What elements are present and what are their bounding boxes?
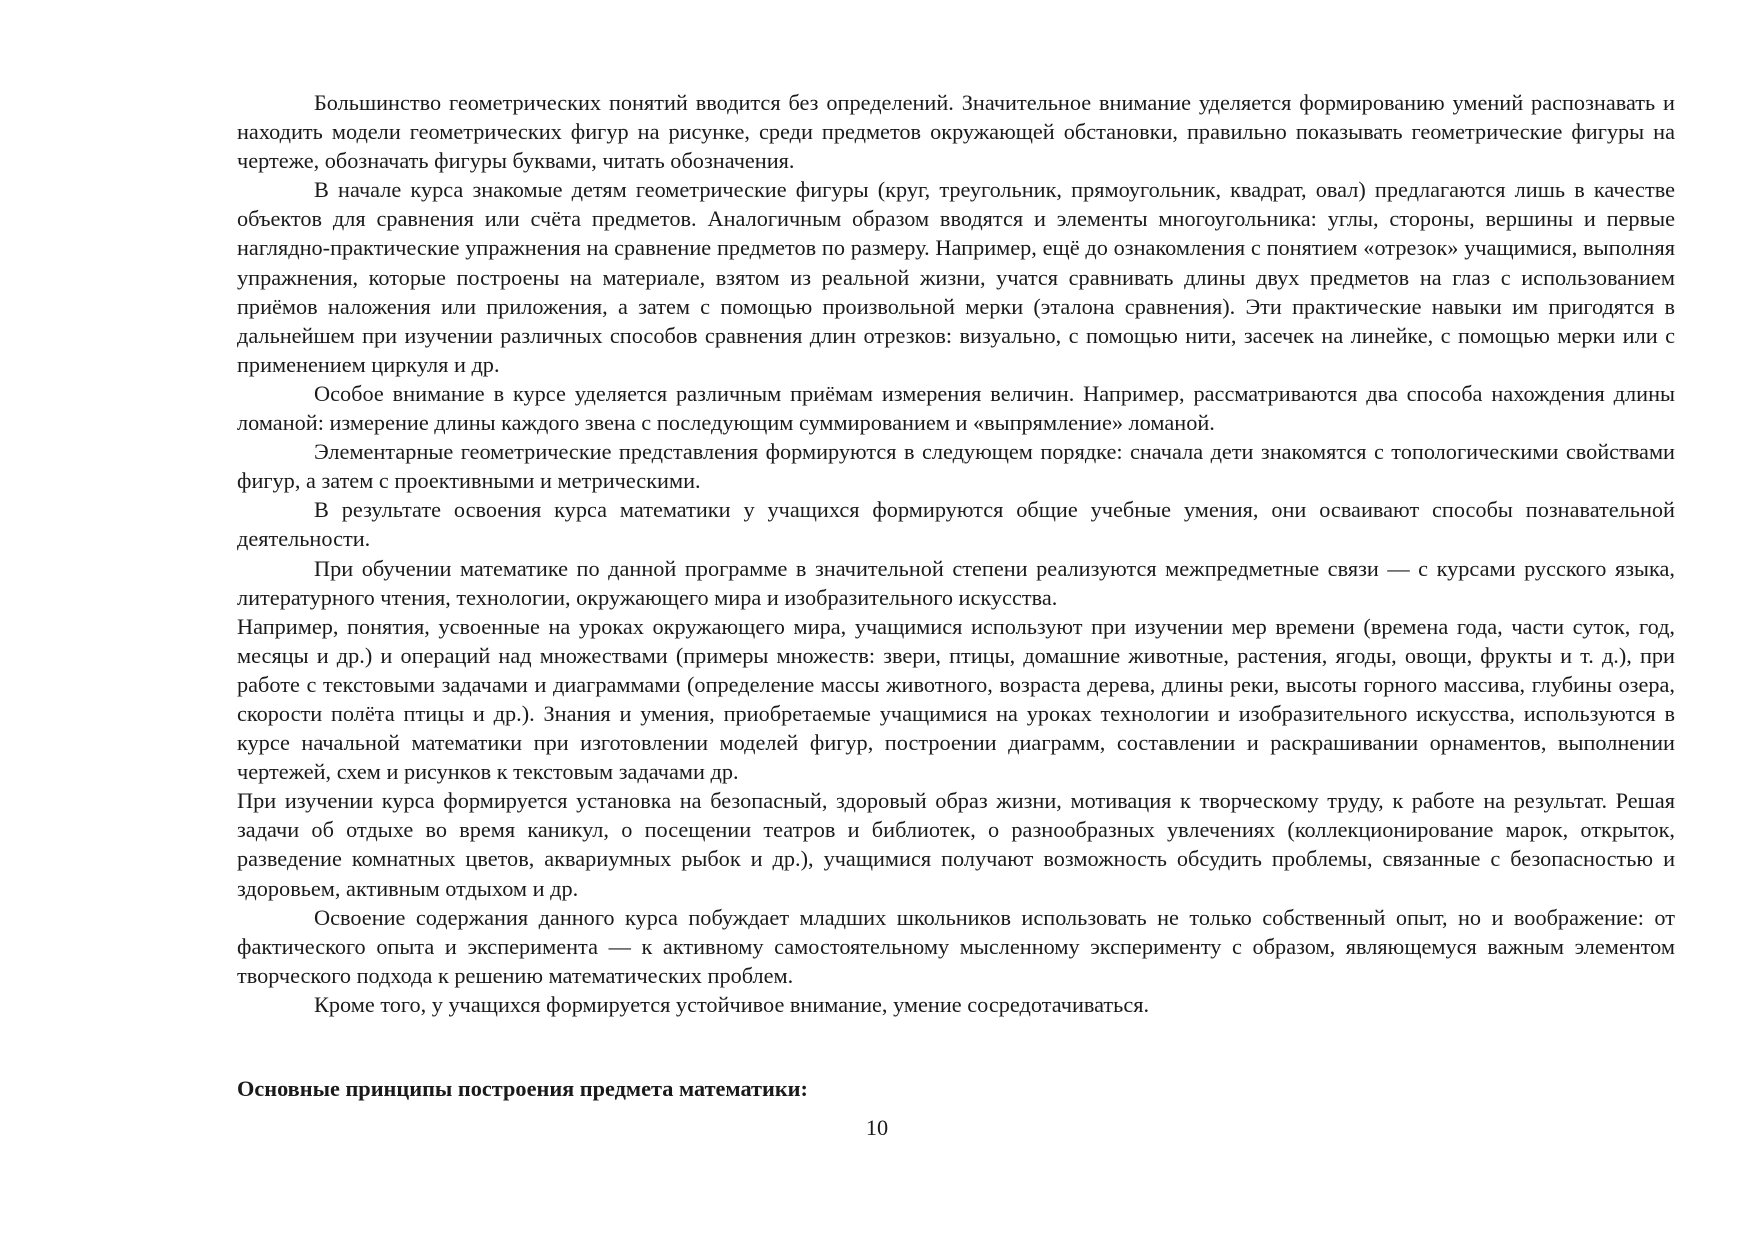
page-number: 10 [865,1115,889,1140]
paragraph-learning-skills: В результате освоения курса математики у учащихся формируются общие учебные умения, они осваивают способы познавательной деятельности. [237,497,1675,552]
paragraph-examples: Например, понятия, усвоенные на уроках окружающего мира, учащимися используют при изучении мер времени (времена года, части суток, год, месяцы и др.) и операций над множествами (примеры множеств: звери, птицы, домашние животные, растения, ягоды, овощи, фрукты и т. д.), при работе с текстовыми задачами и диаграммами (определение массы животного, возраста дерева, длины реки, высоты горного массива, глубины озера, скорости полёта птицы и др.). Знания и умения, приобретаемые учащимися на уроках технологии и изобразительного искусства, используются в курсе начальной математики при изготовлении моделей фигур, построении диаграмм, составлении и раскрашивании орнаментов, выполнении чертежей, схем и рисунков к текстовым задачами др. [237,613,1675,785]
paragraph-geometric-concepts: Большинство геометрических понятий вводится без определений. Значительное внимание уделяется формированию умений распознавать и находить модели геометрических фигур на рисунке, среди предметов окружающей обстановки, правильно показывать геометрические фигуры на чертеже, обозначать фигуры буквами, читать обозначения. [237,90,1675,174]
paragraph-elementary-representations: Элементарные геометрические представления формируются в следующем порядке: сначала дети знакомятся с топологическими свойствами фигур, а затем с проективными и метрическими. [237,439,1675,494]
paragraph-healthy-lifestyle: При изучении курса формируется установка на безопасный, здоровый образ жизни, мотивация к творческому труду, к работе на результат. Решая задачи об отдыхе во время каникул, о посещении театров и библиотек, о разнообразных увлечениях (коллекционирование марок, открыток, разведение комнатных цветов, аквариумных рыбок и др.), учащимися получают возможность обсудить проблемы, связанные с безопасностью и здоровьем, активным отдыхом и др. [237,788,1675,901]
paragraph-imagination: Освоение содержания данного курса побуждает младших школьников использовать не только собственный опыт, но и воображение: от фактического опыта и эксперимента — к активному самостоятельному мысленному эксперименту с образом, являющемуся важным элементом творческого подхода к решению математических проблем. [237,904,1675,988]
paragraph-interdisciplinary: При обучении математике по данной программе в значительной степени реализуются межпредметные связи — с курсами русского языка, литературного чтения, технологии, окружающего мира и изобразительного искусства. [237,555,1675,610]
paragraph-attention: Кроме того, у учащихся формируется устойчивое внимание, умение сосредотачиваться. [314,991,1150,1017]
paragraph-course-start: В начале курса знакомые детям геометрические фигуры (круг, треугольник, прямоугольник, квадрат, овал) предлагаются лишь в качестве объектов для сравнения или счёта предметов. Аналогичным образом вводятся и элементы многоугольника: углы, стороны, вершины и первые наглядно-практические упражнения на сравнение предметов по размеру. Например, ещё до ознакомления с понятием «отрезок» учащимися, выполняя упражнения, которые построены на материале, взятом из реальной жизни, учатся сравнивать длины двух предметов на глаз с использованием приёмов наложения или приложения, а затем с помощью произвольной мерки (эталона сравнения). Эти практические навыки им пригодятся в дальнейшем при изучении различных способов сравнения длин отрезков: визуально, с помощью нити, засечек на линейке, с помощью мерки или с применением циркуля и др. [237,177,1675,377]
section-heading: Основные принципы построения предмета математики: [237,1076,808,1101]
body-text [237,88,1675,1019]
paragraph-measurement: Особое внимание в курсе уделяется различным приёмам измерения величин. Например, рассматриваются два способа нахождения длины ломаной: измерение длины каждого звена с последующим суммированием и «выпрямление» ломаной. [237,380,1675,436]
